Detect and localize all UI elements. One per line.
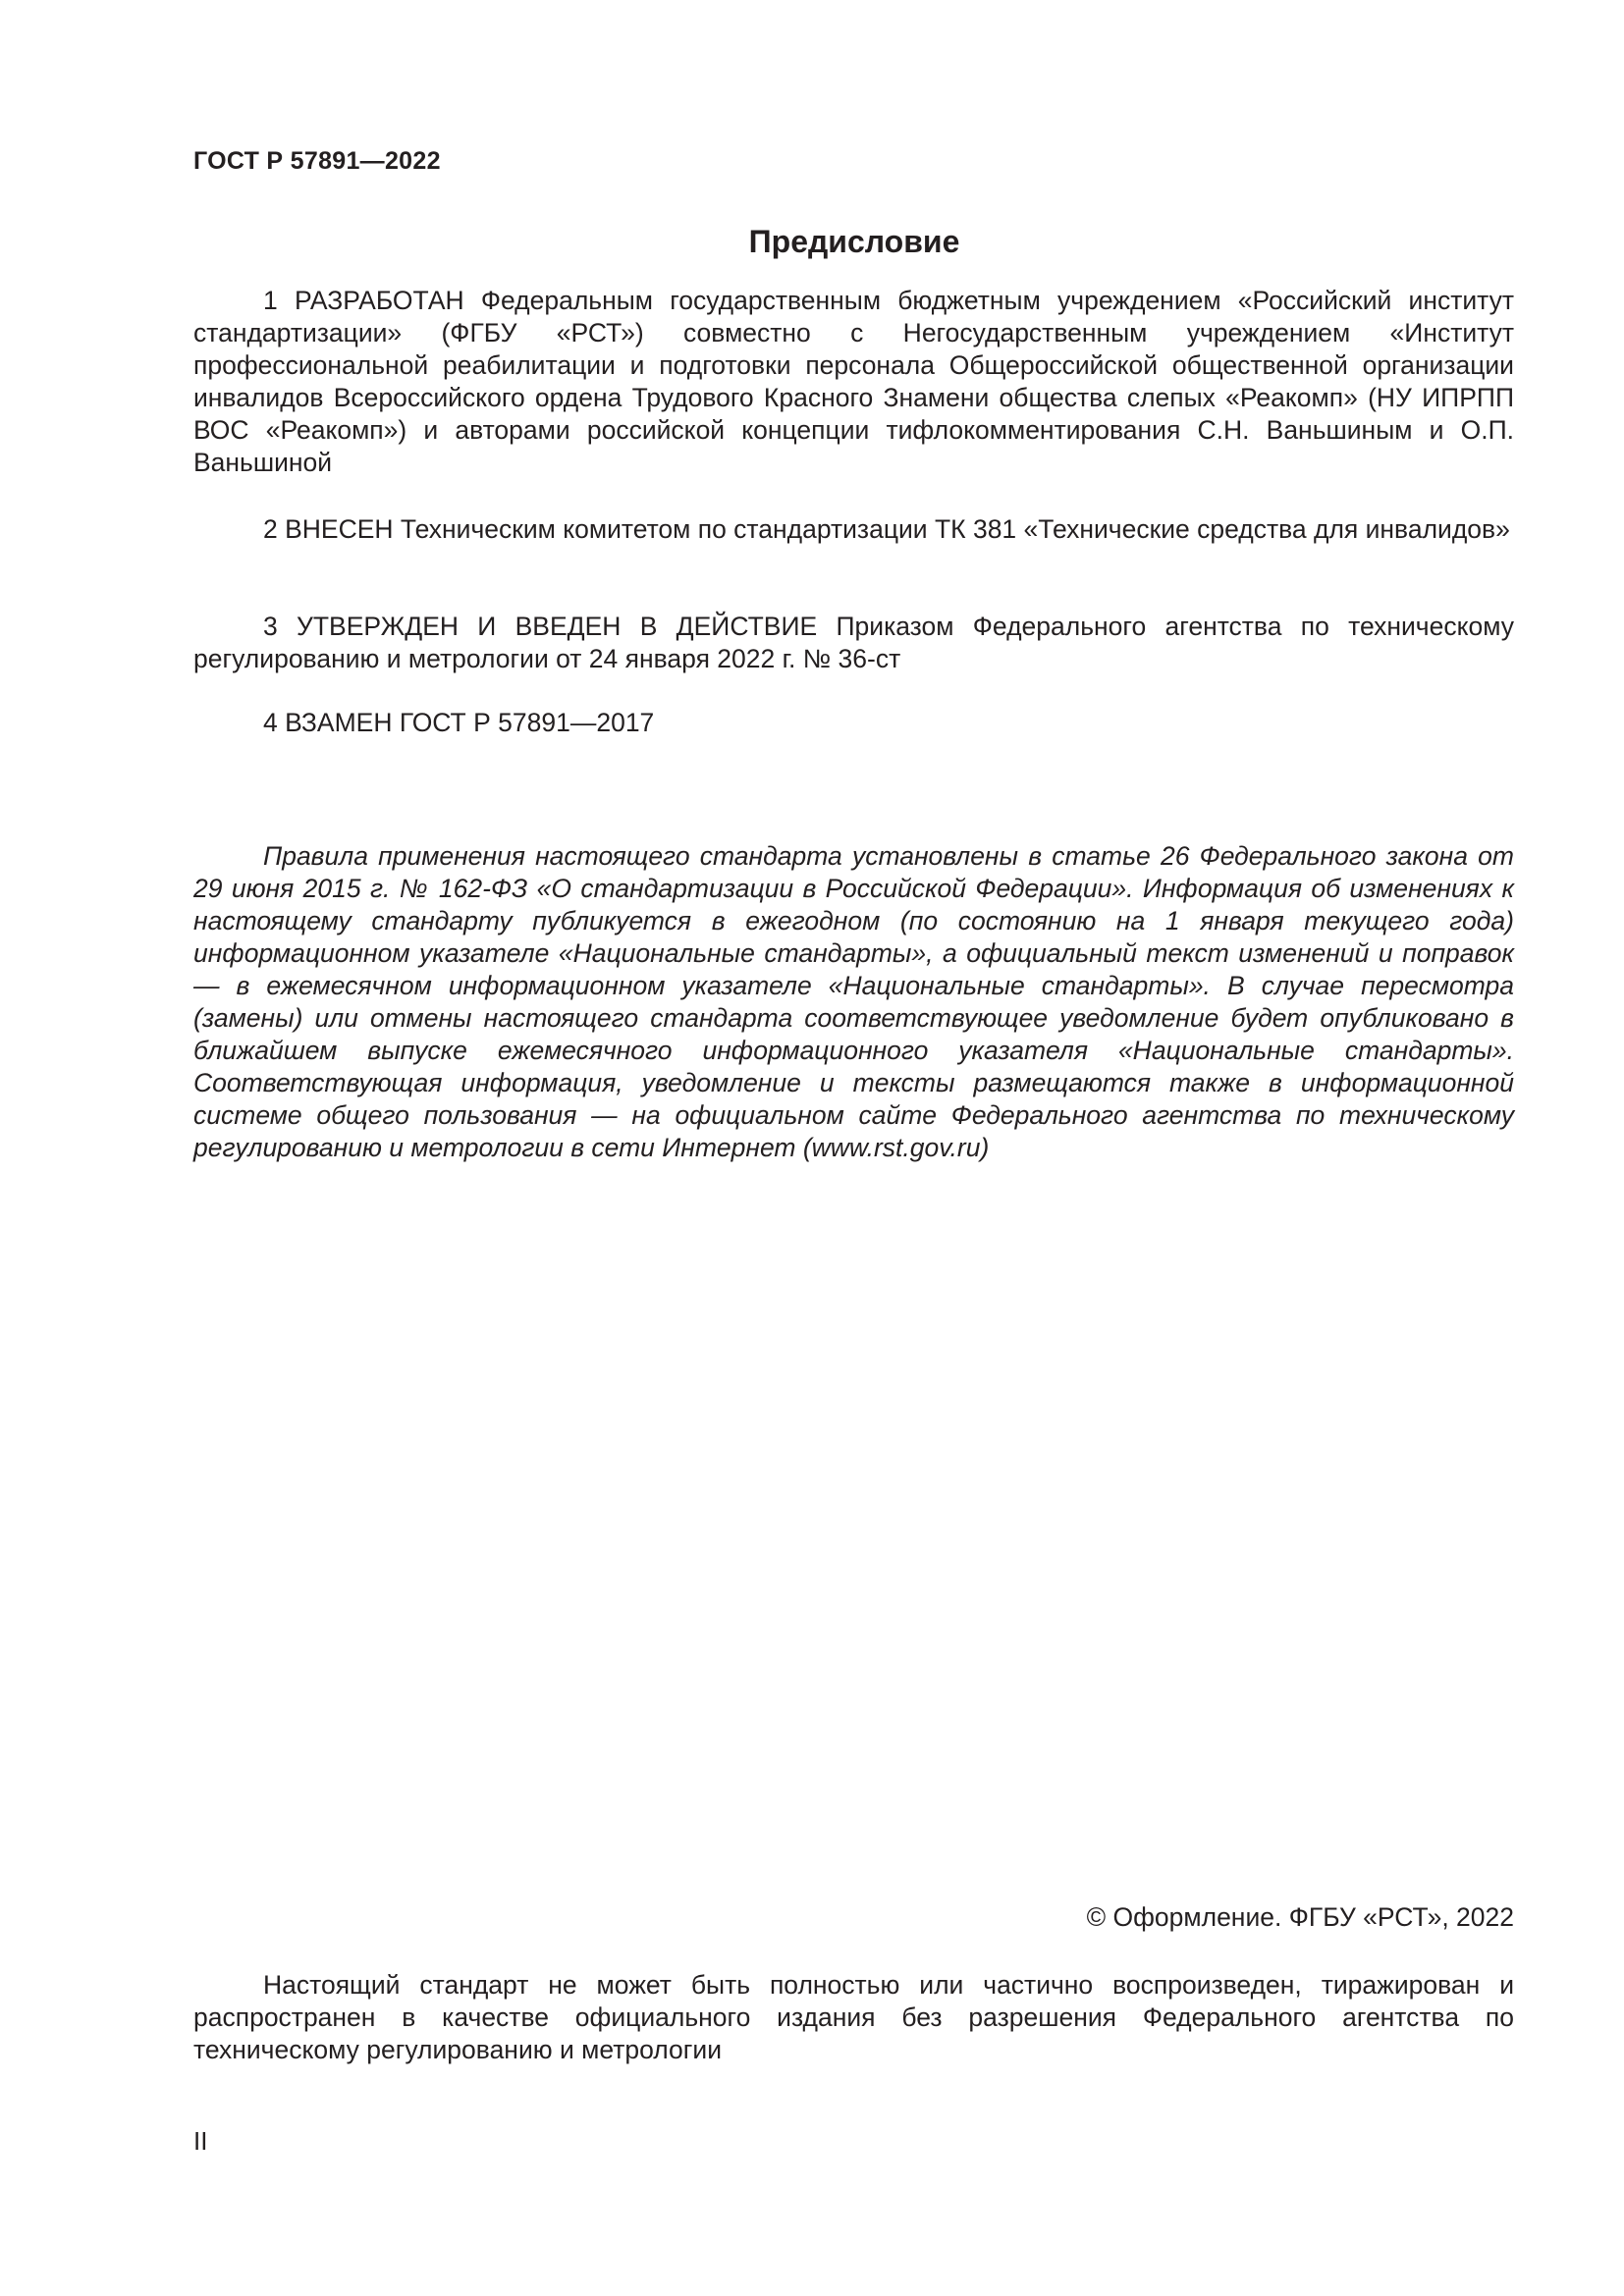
- paragraph-developed-by: 1 РАЗРАБОТАН Федеральным государственным бюджетным учреждением «Российский институт стандартизации» (ФГБУ «РСТ») совместно с Негосударственным учреждением «Институт профессиональной реабилитации и подготовки персонала Общероссийской общественной организации инвалидов Всероссийского ордена Трудового Красного Знамени общества слепых «Реакомп» (НУ ИПРПП ВОС «Реакомп») и авторами российской концепции тифлокомментирования С.Н. Ваньшиным и О.П. Ваньшиной: [193, 286, 1514, 477]
- document-code-header: ГОСТ Р 57891—2022: [193, 147, 441, 175]
- paragraph-introduced-by: 2 ВНЕСЕН Техническим комитетом по стандартизации ТК 381 «Технические средства для инвалидов»: [263, 514, 1510, 544]
- copyright-notice: © Оформление. ФГБУ «РСТ», 2022: [1086, 1902, 1514, 1932]
- page-number: II: [193, 2126, 208, 2156]
- rules-of-application-note: Правила применения настоящего стандарта установлены в статье 26 Федерального закона от 29 июня 2015 г. № 162-ФЗ «О стандартизации в Российской Федерации». Информация об изменениях к настоящему стандарту публикуется в ежегодном (по состоянию на 1 января текущего года) информационном указателе «Национальные стандарты», а официальный текст изменений и поправок — в ежемесячном информационном указателе «Национальные стандарты». В случае пересмотра (замены) или отмены настоящего стандарта соответствующее уведомление будет опубликовано в ближайшем выпуске ежемесячного информационного указателя «Национальные стандарты». Соответствующая информация, уведомление и тексты размещаются также в информационной системе общего пользования — на официальном сайте Федерального агентства по техническому регулированию и метрологии в сети Интернет (www.rst.gov.ru): [193, 841, 1514, 1162]
- page-title: Предисловие: [748, 224, 960, 259]
- paragraph-replaces: 4 ВЗАМЕН ГОСТ Р 57891—2017: [263, 708, 655, 737]
- paragraph-approved: 3 УТВЕРЖДЕН И ВВЕДЕН В ДЕЙСТВИЕ Приказом Федерального агентства по техническому регулированию и метрологии от 24 января 2022 г. № 36-ст: [193, 612, 1514, 673]
- reproduction-notice: Настоящий стандарт не может быть полностью или частично воспроизведен, тиражирован и распространен в качестве официального издания без разрешения Федерального агентства по техническому регулированию и метрологии: [193, 1970, 1514, 2064]
